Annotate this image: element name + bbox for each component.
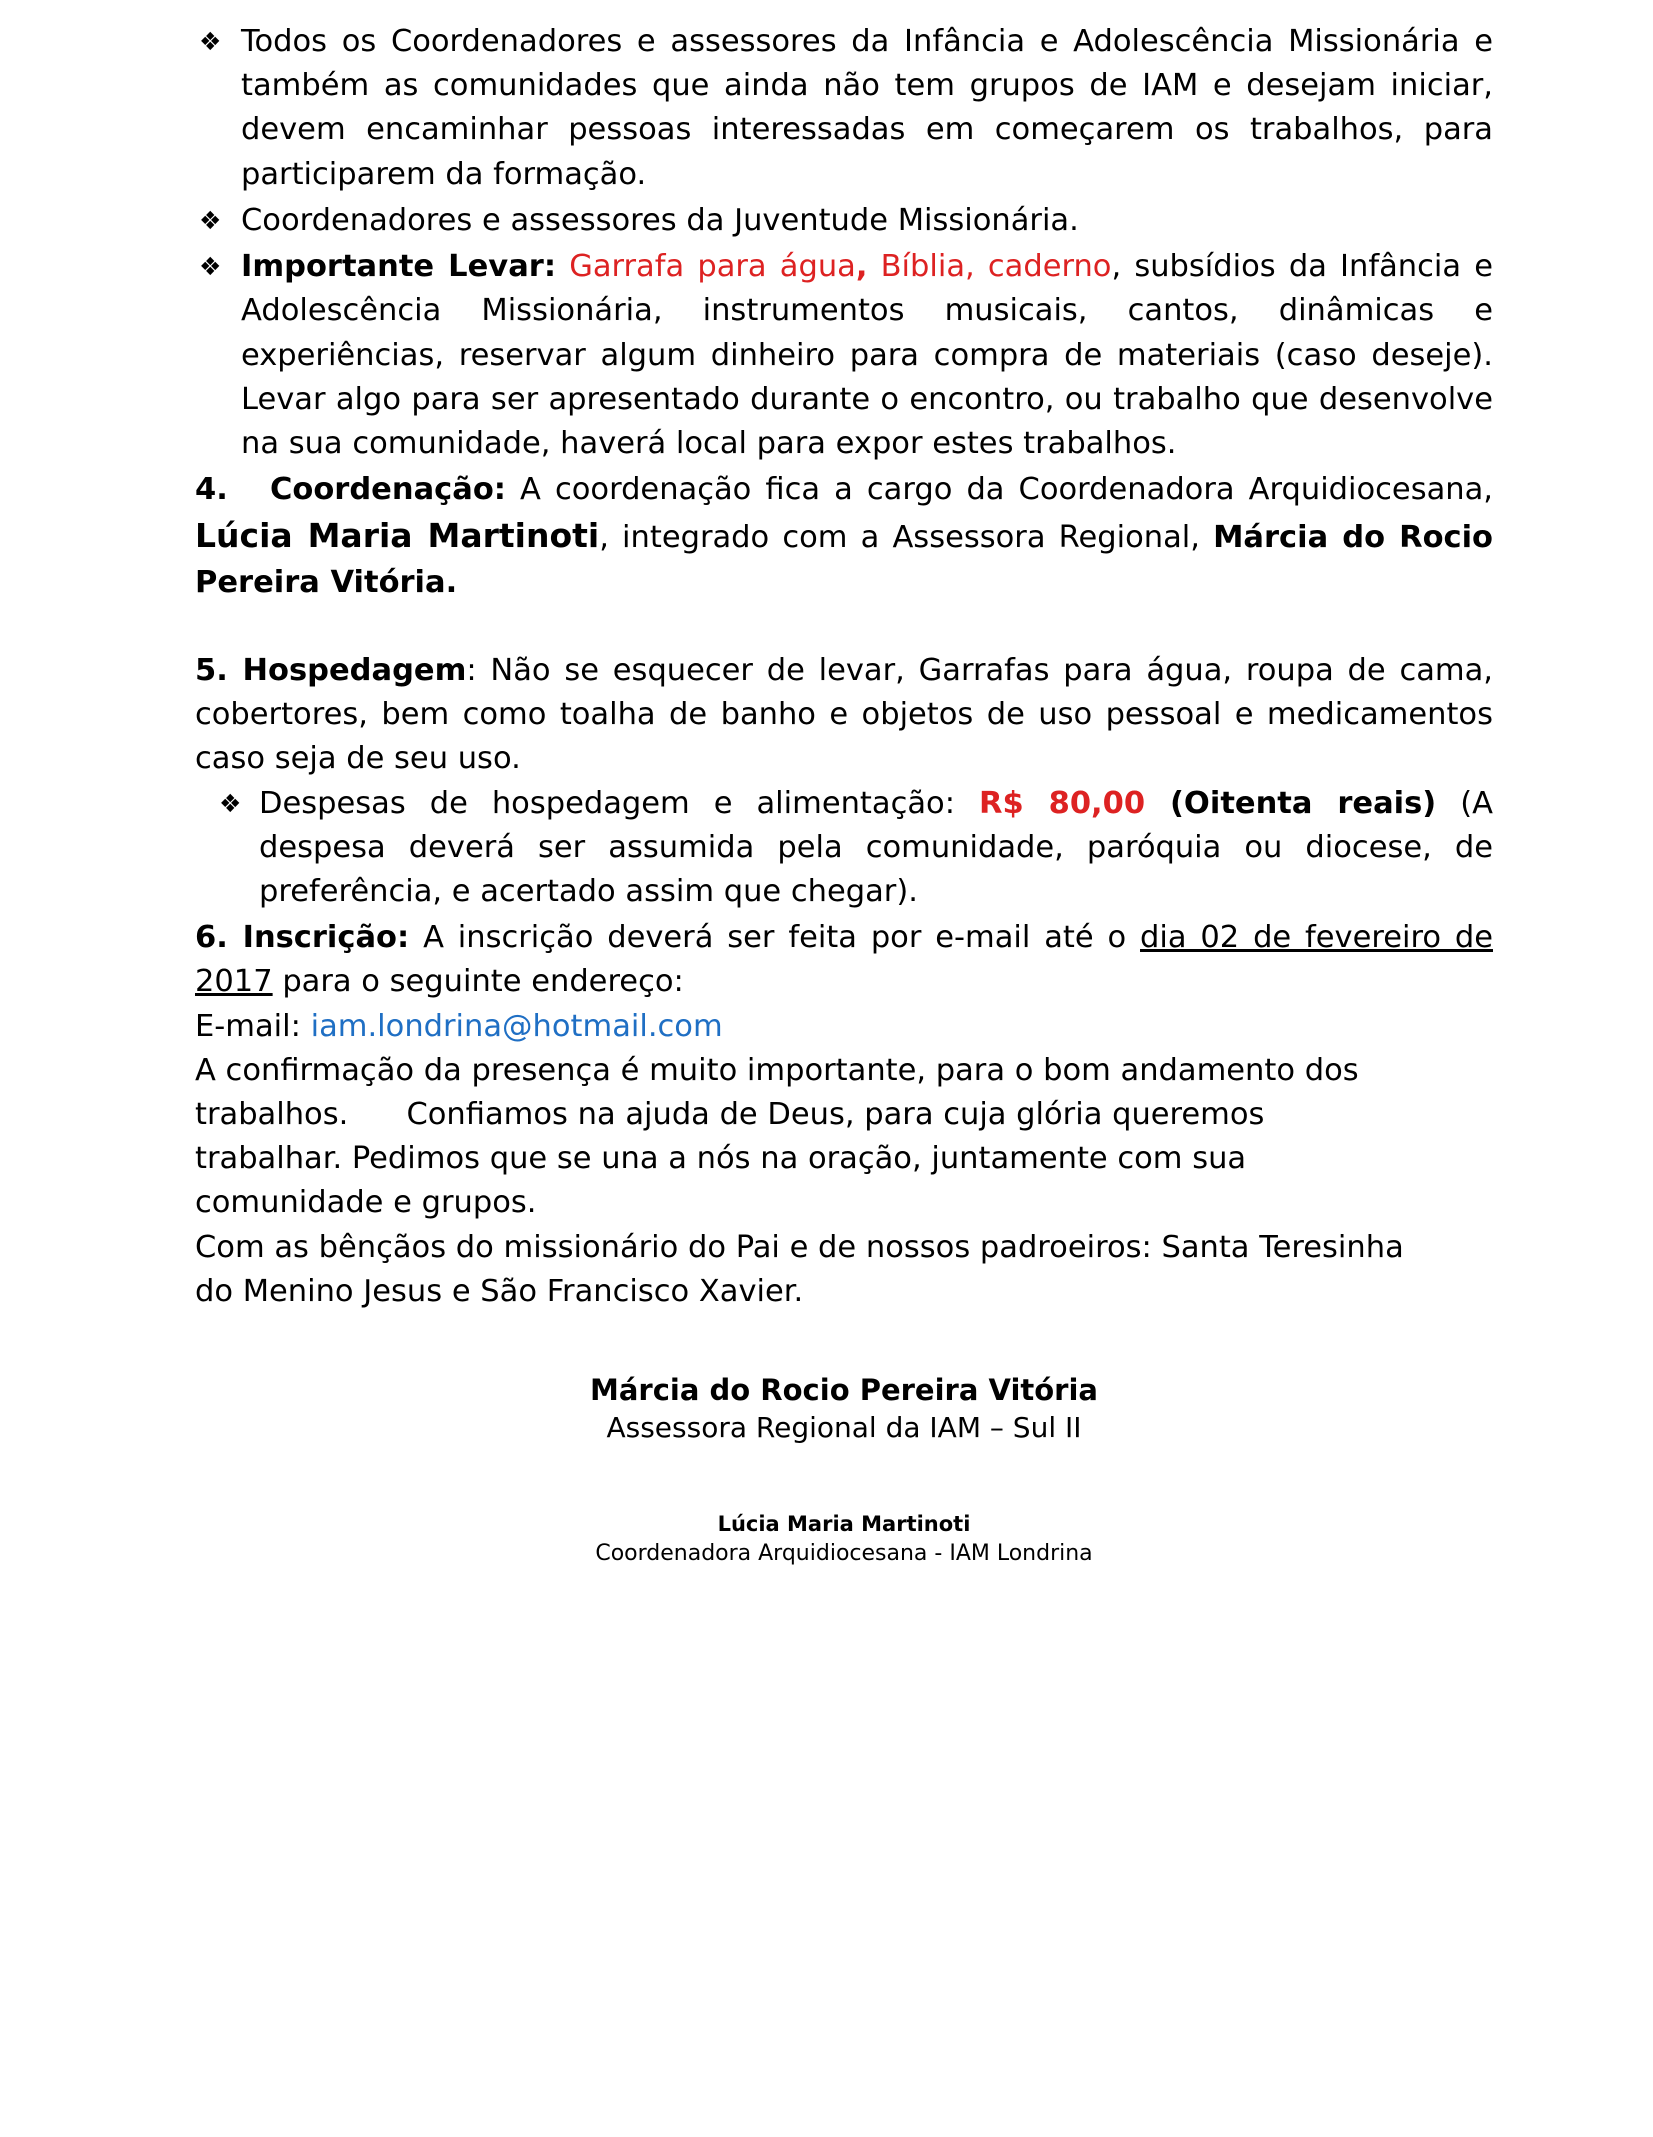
despesas-bold: (Oitenta reais) <box>1145 785 1437 821</box>
section-6 <box>195 916 1493 1004</box>
section-6-text-2: para o seguinte endereço: <box>272 964 684 1000</box>
spacer <box>195 605 1493 649</box>
section-4-text-1: A coordenação fica a cargo da Coordenadora Arquidiocesana, <box>505 472 1493 508</box>
closing-line-1: A confirmação da presença é muito importante, para o bom andamento dos <box>195 1052 1359 1088</box>
signature-block-secondary <box>195 1510 1493 1568</box>
importante-label: Importante Levar: <box>241 249 557 285</box>
list-item-text: Todos os Coordenadores e assessores da Infância e Adolescência Missionária e também as comunidades que ainda não tem grupos de IAM e desejam iniciar, devem encaminhar pessoas interessadas em começarem os trabalhos, para participarem da formação. <box>241 24 1493 192</box>
signature-name: Márcia do Rocio Pereira Vitória <box>590 1373 1098 1408</box>
closing-line-2a: trabalhos. <box>195 1097 349 1133</box>
signature-name: Lúcia Maria Martinoti <box>717 1512 971 1537</box>
closing-line-6: do Menino Jesus e São Francisco Xavier. <box>195 1273 804 1309</box>
diamond-bullet-icon: ❖ <box>199 27 222 56</box>
diamond-bullet-icon: ❖ <box>199 205 222 235</box>
closing-line-4: comunidade e grupos. <box>195 1185 537 1221</box>
importante-red-comma: , <box>855 249 868 285</box>
list-item-text <box>259 782 1493 915</box>
list-item-text <box>241 245 1493 466</box>
section-5-title: 5. Hospedagem <box>195 652 467 688</box>
email-label: E-mail: <box>195 1008 311 1044</box>
section-4 <box>195 468 1493 605</box>
section-4-name-assessora: Márcia do Rocio Pereira Vitória. <box>195 520 1494 600</box>
list-item <box>195 199 1493 243</box>
section-6-deadline-date: dia 02 de fevereiro de 2017 <box>195 920 1493 1000</box>
importante-red-1: Garrafa para água <box>569 249 856 285</box>
signature-role: Coordenadora Arquidiocesana - IAM Londrina <box>595 1540 1093 1566</box>
section-4-text-2: , integrado com a Assessora Regional, <box>599 520 1214 556</box>
section-6-text-1: A inscrição deverá ser feita por e-mail até o <box>409 920 1141 956</box>
importante-rest: , subsídios da Infância e Adolescência Missionária, instrumentos musicais, cantos, dinâmicas e experiências, reservar algum dinheiro para compra de materiais (caso deseje). Levar algo para ser apresentado durante o encontro, ou trabalho que desenvolve na sua comunidade, haverá local para expor estes trabalhos. <box>241 249 1493 461</box>
section-4-title: Coordenação: <box>270 472 506 508</box>
closing-gap <box>348 1097 406 1132</box>
email-link[interactable]: iam.londrina@hotmail.com <box>310 1008 723 1044</box>
section-5 <box>195 649 1493 782</box>
despesas-post: (A despesa deverá ser assumida pela comunidade, paróquia ou diocese, de preferência, e acertado assim que chegar). <box>259 785 1493 909</box>
document-body <box>195 20 1493 1568</box>
section-5-text: : Não se esquecer de levar, Garrafas para água, roupa de cama, cobertores, bem como toalha de banho e objetos de uso pessoal e medicamentos caso seja de seu uso. <box>195 652 1493 777</box>
section-4-number: 4. <box>195 472 228 508</box>
list-item-text: Coordenadores e assessores da Juventude Missionária. <box>241 202 1079 238</box>
diamond-bullet-icon: ❖ <box>219 788 242 818</box>
closing-line-3: trabalhar. Pedimos que se una a nós na oração, juntamente com sua <box>195 1141 1247 1177</box>
diamond-bullet-icon: ❖ <box>199 252 222 282</box>
closing-line-2b: Confiamos na ajuda de Deus, para cuja glória queremos <box>406 1097 1265 1133</box>
signature-role: Assessora Regional da IAM – Sul II <box>606 1410 1082 1444</box>
importante-red-2: Bíblia, caderno <box>867 249 1112 285</box>
list-item-importante <box>195 245 1493 466</box>
list-item-despesas <box>195 782 1493 915</box>
section-6-title: 6. Inscrição: <box>195 920 410 956</box>
despesas-pre: Despesas de hospedagem e alimentação: <box>259 785 979 821</box>
despesas-price: R$ 80,00 <box>978 785 1146 821</box>
section-4-name-coordenadora: Lúcia Maria Martinoti <box>195 516 600 556</box>
signature-block-primary <box>195 1372 1493 1446</box>
closing-line-5: Com as bênçãos do missionário do Pai e de nossos padroeiros: Santa Teresinha <box>195 1229 1404 1265</box>
closing-line-2 <box>195 1093 1493 1137</box>
list-item <box>195 20 1493 197</box>
email-line <box>195 1005 1493 1049</box>
